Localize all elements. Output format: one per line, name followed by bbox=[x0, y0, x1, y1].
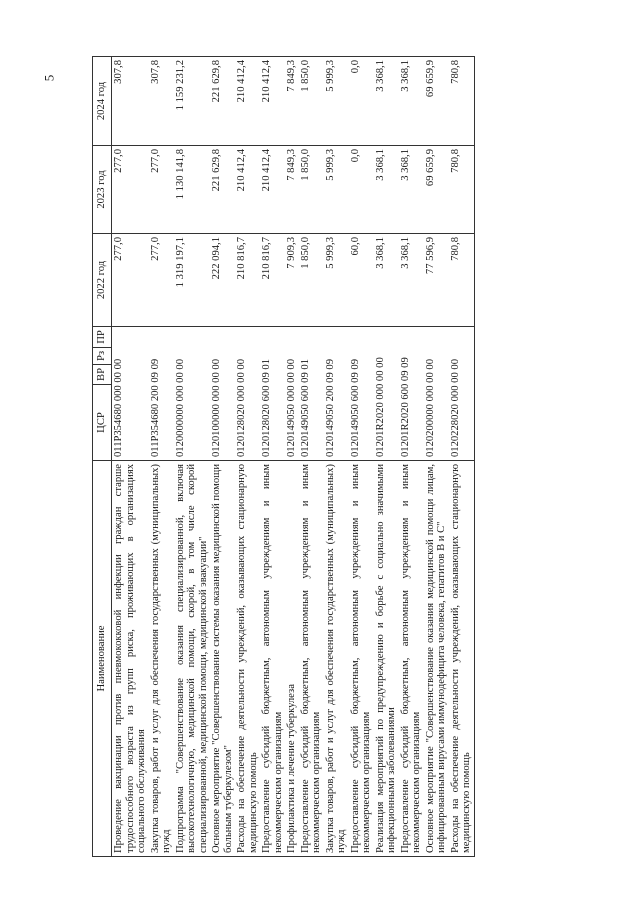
row-code bbox=[260, 327, 285, 461]
table-row bbox=[399, 57, 424, 857]
row-code-line: 0120128020 600 09 01 bbox=[261, 359, 272, 457]
row-y2023 bbox=[210, 146, 235, 234]
row-y2023 bbox=[260, 146, 285, 234]
header-rz: Рз bbox=[93, 348, 112, 365]
row-code bbox=[399, 327, 424, 461]
row-y2023 bbox=[299, 146, 324, 234]
row-y2022 bbox=[374, 234, 399, 327]
row-value: 222 094,1 bbox=[211, 237, 222, 280]
row-y2023 bbox=[324, 146, 349, 234]
row-value: 3 368,1 bbox=[374, 149, 386, 181]
row-value: 210 412,4 bbox=[236, 149, 247, 192]
row-value: 3 368,1 bbox=[399, 60, 411, 92]
row-code-line: 011P354680 200 09 09 bbox=[149, 358, 161, 457]
row-code bbox=[299, 327, 324, 461]
row-y2024 bbox=[174, 57, 211, 146]
row-value: 3 368,1 bbox=[374, 237, 386, 269]
table-row bbox=[299, 57, 324, 857]
table-row bbox=[349, 57, 374, 857]
header-2024: 2024 год bbox=[93, 57, 112, 146]
row-value: 221 629,8 bbox=[211, 149, 222, 192]
row-name: Проведение вакцинации против пневмококковой инфекции граждан старше трудоспособного возраста из групп риска, проживающих в организациях социального обслуживания bbox=[112, 461, 149, 857]
budget-table-rotated bbox=[92, 57, 562, 857]
row-name: Предоставление субсидий бюджетным, автономным учреждениям и иным некоммерческим организациям bbox=[349, 461, 374, 857]
row-value: 69 659,9 bbox=[424, 149, 436, 187]
row-value: 7 849,3 bbox=[286, 149, 297, 181]
row-code-line: 0120100000 000 00 00 bbox=[211, 359, 222, 457]
header-2023: 2023 год bbox=[93, 146, 112, 234]
row-code bbox=[324, 327, 349, 461]
row-code bbox=[285, 327, 299, 461]
row-name: Основное мероприятие "Совершенствование системы оказания медицинской помощи больным туберкулезом" bbox=[210, 461, 235, 857]
row-y2023 bbox=[174, 146, 211, 234]
row-value: 3 368,1 bbox=[399, 237, 411, 269]
header-2022: 2022 год bbox=[93, 234, 112, 327]
row-value: 1 159 231,2 bbox=[174, 60, 186, 111]
row-y2024 bbox=[374, 57, 399, 146]
row-y2024 bbox=[449, 57, 475, 146]
table-row bbox=[285, 57, 299, 857]
row-y2023 bbox=[399, 146, 424, 234]
budget-table bbox=[92, 56, 475, 857]
row-y2024 bbox=[324, 57, 349, 146]
row-value: 77 596,9 bbox=[424, 237, 436, 275]
row-value: 5 999,3 bbox=[324, 149, 336, 181]
row-y2024 bbox=[235, 57, 260, 146]
row-code bbox=[424, 327, 449, 461]
row-value: 3 368,1 bbox=[374, 60, 386, 92]
header-pr: ПР bbox=[93, 327, 112, 348]
row-y2022 bbox=[299, 234, 324, 327]
row-code bbox=[449, 327, 475, 461]
row-y2022 bbox=[349, 234, 374, 327]
table-row bbox=[374, 57, 399, 857]
row-code-line: 0120149050 000 00 00 bbox=[286, 359, 297, 457]
row-value: 221 629,8 bbox=[211, 60, 222, 103]
row-code bbox=[174, 327, 211, 461]
row-value: 210 816,7 bbox=[261, 237, 272, 280]
row-y2024 bbox=[349, 57, 374, 146]
row-value: 7 909,3 bbox=[286, 237, 297, 269]
row-code-line: 01201R2020 000 00 00 bbox=[374, 357, 386, 457]
row-value: 1 319 197,1 bbox=[174, 237, 186, 288]
row-name: Предоставление субсидий бюджетным, автономным учреждениям и иным некоммерческим организациям bbox=[399, 461, 424, 857]
row-code bbox=[210, 327, 235, 461]
row-value: 210 412,4 bbox=[261, 149, 272, 192]
row-code bbox=[374, 327, 399, 461]
row-name: Реализация мероприятий по предупреждению и борьбе с социально значимыми инфекционными заболеваниями bbox=[374, 461, 399, 857]
row-code-line: 0120149050 600 09 01 bbox=[299, 359, 311, 457]
row-value: 277,0 bbox=[149, 237, 161, 261]
row-code bbox=[349, 327, 374, 461]
row-y2022 bbox=[210, 234, 235, 327]
row-name: Профилактика и лечение туберкулеза bbox=[285, 461, 299, 857]
table-row bbox=[112, 57, 149, 857]
row-name: Закупка товаров, работ и услуг для обеспечения государственных (муниципальных) нужд bbox=[149, 461, 174, 857]
row-value: 3 368,1 bbox=[399, 149, 411, 181]
row-code-line: 0120200000 000 00 00 bbox=[424, 359, 436, 457]
table-body bbox=[112, 57, 475, 857]
row-y2023 bbox=[349, 146, 374, 234]
row-code-line: 0120000000 000 00 00 bbox=[174, 359, 186, 457]
row-y2022 bbox=[260, 234, 285, 327]
row-name: Расходы на обеспечение деятельности учреждений, оказывающих стационарную медицинскую помощь bbox=[449, 461, 475, 857]
row-value: 7 849,3 bbox=[286, 60, 297, 92]
row-y2023 bbox=[424, 146, 449, 234]
header-csr: ЦСР bbox=[93, 385, 112, 461]
page-number: 5 bbox=[41, 74, 57, 82]
row-name: Предоставление субсидий бюджетным, автономным учреждениям и иным некоммерческим организациям bbox=[299, 461, 324, 857]
row-y2024 bbox=[260, 57, 285, 146]
row-y2023 bbox=[285, 146, 299, 234]
row-y2024 bbox=[210, 57, 235, 146]
table-row bbox=[424, 57, 449, 857]
table-row bbox=[174, 57, 211, 857]
row-y2024 bbox=[299, 57, 324, 146]
row-code bbox=[149, 327, 174, 461]
row-y2022 bbox=[424, 234, 449, 327]
row-y2022 bbox=[449, 234, 475, 327]
row-name: Основное мероприятие "Совершенствование оказания медицинской помощи лицам, инфицированным вирусами иммунодефицита человека, гепатитов В и С" bbox=[424, 461, 449, 857]
row-y2023 bbox=[149, 146, 174, 234]
row-y2024 bbox=[285, 57, 299, 146]
row-code-line: 0120128020 000 00 00 bbox=[236, 359, 247, 457]
row-value: 307,8 bbox=[149, 60, 161, 84]
row-value: 780,8 bbox=[449, 237, 461, 261]
row-code-line: 0120149050 200 09 09 bbox=[324, 359, 336, 457]
row-y2022 bbox=[399, 234, 424, 327]
header-vr: ВР bbox=[93, 365, 112, 385]
row-value: 60,0 bbox=[349, 237, 361, 256]
row-y2024 bbox=[149, 57, 174, 146]
row-y2023 bbox=[235, 146, 260, 234]
row-value: 5 999,3 bbox=[324, 237, 336, 269]
row-value: 0,0 bbox=[349, 149, 361, 163]
row-value: 210 412,4 bbox=[236, 60, 247, 103]
row-code bbox=[112, 327, 149, 461]
row-code-line: 011P354680 000 00 00 bbox=[113, 358, 124, 457]
row-value: 277,0 bbox=[113, 149, 124, 173]
row-code-line: 01201R2020 600 09 09 bbox=[399, 357, 411, 457]
row-code-line: 0120228020 000 00 00 bbox=[449, 359, 461, 457]
row-value: 1 130 141,8 bbox=[174, 149, 186, 200]
row-value: 210 412,4 bbox=[261, 60, 272, 103]
row-y2022 bbox=[324, 234, 349, 327]
table-row bbox=[260, 57, 285, 857]
row-value: 1 850,0 bbox=[299, 237, 311, 269]
table-row bbox=[235, 57, 260, 857]
row-value: 277,0 bbox=[113, 237, 124, 261]
row-value: 210 816,7 bbox=[236, 237, 247, 280]
row-y2022 bbox=[174, 234, 211, 327]
row-name: Подпрограмма "Совершенствование оказания специализированной, включая высокотехнологичную, медицинской помощи, скорой, в том числе скорой специализированной, медицинской помощи, медицинской эвакуации" bbox=[174, 461, 211, 857]
row-y2024 bbox=[399, 57, 424, 146]
row-value: 1 850,0 bbox=[299, 60, 311, 92]
row-y2024 bbox=[424, 57, 449, 146]
row-y2022 bbox=[149, 234, 174, 327]
row-name: Предоставление субсидий бюджетным, автономным учреждениям и иным некоммерческим организациям bbox=[260, 461, 285, 857]
row-y2023 bbox=[374, 146, 399, 234]
row-value: 5 999,3 bbox=[324, 60, 336, 92]
row-value: 780,8 bbox=[449, 60, 461, 84]
table-row bbox=[324, 57, 349, 857]
row-y2023 bbox=[449, 146, 475, 234]
row-y2022 bbox=[112, 234, 149, 327]
row-y2023 bbox=[112, 146, 149, 234]
row-name: Расходы на обеспечение деятельности учреждений, оказывающих стационарную медицинскую помощь bbox=[235, 461, 260, 857]
row-name: Закупка товаров, работ и услуг для обеспечения государственных (муниципальных) нужд bbox=[324, 461, 349, 857]
row-y2022 bbox=[235, 234, 260, 327]
row-value: 277,0 bbox=[149, 149, 161, 173]
row-y2022 bbox=[285, 234, 299, 327]
row-value: 1 850,0 bbox=[299, 149, 311, 181]
row-value: 0,0 bbox=[349, 60, 361, 74]
table-header bbox=[93, 57, 112, 857]
row-value: 69 659,9 bbox=[424, 60, 436, 98]
header-name: Наименование bbox=[93, 461, 112, 857]
table-row bbox=[210, 57, 235, 857]
table-row bbox=[149, 57, 174, 857]
row-value: 307,8 bbox=[113, 60, 124, 84]
row-y2024 bbox=[112, 57, 149, 146]
row-code-line: 0120149050 600 09 09 bbox=[349, 359, 361, 457]
row-value: 780,8 bbox=[449, 149, 461, 173]
row-code bbox=[235, 327, 260, 461]
table-row bbox=[449, 57, 475, 857]
